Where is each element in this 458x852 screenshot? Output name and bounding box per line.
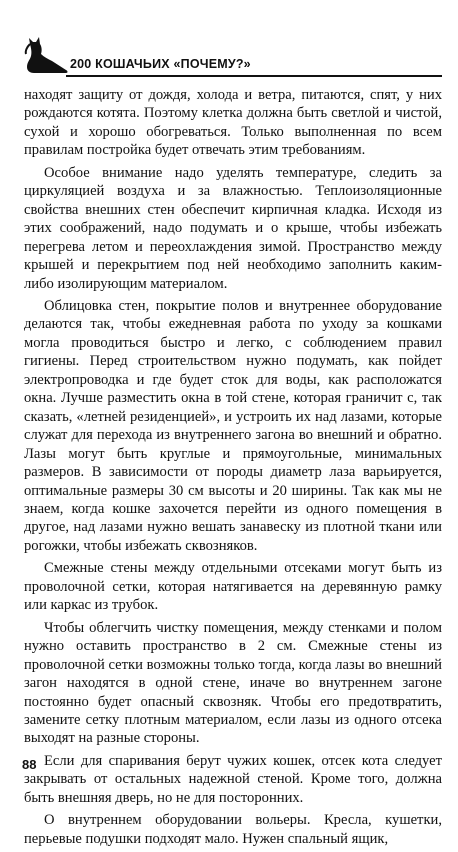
cat-silhouette-icon <box>22 34 72 74</box>
paragraph: находят защиту от дождя, холода и ветра, питаются, спят, у них рождаются котята. Поэтому клетка должна быть светлой и чистой, сухой и хорошо обогреваться. Только выполненная по всем правилам постройка будет отвечать этим требованиям. <box>24 87 442 159</box>
page-body <box>24 86 442 852</box>
paragraph: Если для спаривания берут чужих кошек, отсек кота следует закрывать от остальных надежной стеной. Кроме того, должна быть внешняя дверь, но не для посторонних. <box>24 752 442 806</box>
running-header <box>22 34 442 78</box>
header-rule <box>66 75 442 77</box>
page-number: 88 <box>22 757 37 772</box>
header-title: 200 КОШАЧЬИХ «ПОЧЕМУ?» <box>70 57 251 71</box>
paragraph: Облицовка стен, покрытие полов и внутреннее оборудование делаются так, чтобы ежедневная работа по уходу за кошками могла проводиться быстро и легко, с соблюдением правил гигиены. Перед строительством нужно подумать, как пойдет электропроводка и где будет сток для воды, как расположатся окна. Лучше разместить окна в той стене, которая граничит с, так сказать, «летней резиденцией», и устроить их над лазами, которые служат для перехода из внутреннего загона во внешний и обратно. Лазы могут быть круглые и прямоугольные, минимальных размеров. В зависимости от породы диаметр лаза варьируется, оптимальные размеры 30 см высоты и 20 ширины. Так как мы не знаем, когда кошке захочется перейти из одного помещения в другое, над лазами нужно вешать занавеску из плотной ткани или рогожки, чтобы избежать сквозняков. <box>24 297 442 554</box>
paragraph: Смежные стены между отдельными отсеками могут быть из проволочной сетки, которая натягивается на деревянную рамку или каркас из трубок. <box>24 560 442 614</box>
paragraph: О внутреннем оборудовании вольеры. Кресла, кушетки, перьевые подушки подходят мало. Нужен спальный ящик, <box>24 812 442 847</box>
paragraph: Чтобы облегчить чистку помещения, между стенками и полом нужно оставить пространство в 2 см. Смежные стены из проволочной сетки возможны только тогда, когда лазы во внешний загон находятся в одной стене, иначе во внутреннем загоне постоянно будет опасный сквозняк. Чтобы его предотвратить, замените сетку плотным материалом, если лазы из одного отсека выходят на разные стороны. <box>24 619 442 747</box>
paragraph: Особое внимание надо уделять температуре, следить за циркуляцией воздуха и за влажностью. Теплоизоляционные свойства внешних стен обеспечит кирпичная кладка. Исходя из этих соображений, надо подумать и о крыше, чтобы избежать перегрева летом и переохлаждения зимой. Пространство между крышей и перекрытием под ней необходимо заполнить каким-либо изолирующим материалом. <box>24 164 442 292</box>
